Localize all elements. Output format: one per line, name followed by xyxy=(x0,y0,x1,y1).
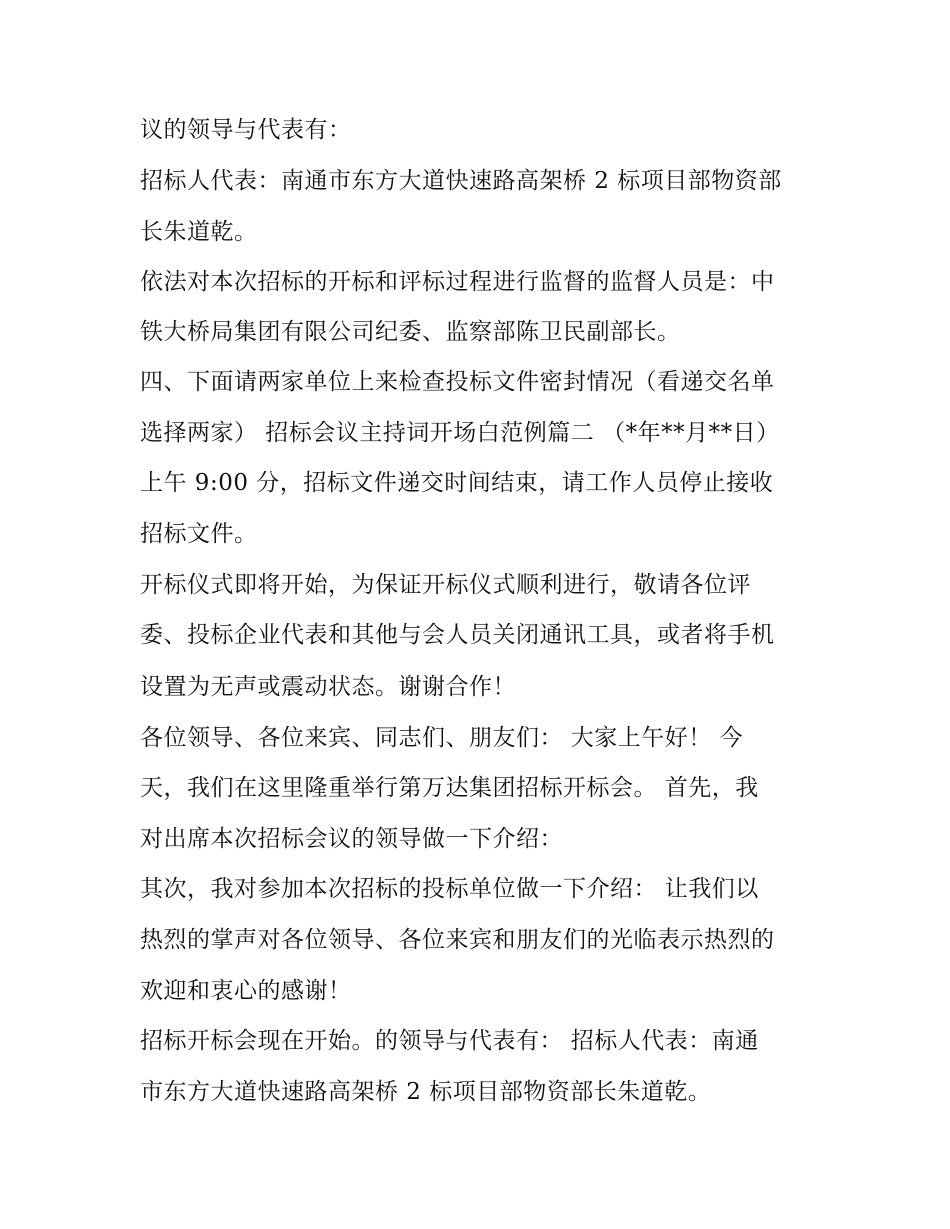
text-line: 依法对本次招标的开标和评标过程进行监督的监督人员是：中 xyxy=(140,269,775,295)
text-line: 对出席本次招标会议的领导做一下介绍： xyxy=(140,826,563,852)
text-line: 委、投标企业代表和其他与会人员关闭通讯工具，或者将手机 xyxy=(140,622,775,648)
text-line: 招标人代表：南通市东方大道快速路高架桥 2 标项目部物资部 xyxy=(140,168,782,194)
text-line: 铁大桥局集团有限公司纪委、监察部陈卫民副部长。 xyxy=(140,319,681,345)
text-line: 设置为无声或震动状态。谢谢合作！ xyxy=(140,674,516,700)
text-line: 欢迎和衷心的感谢！ xyxy=(140,978,352,1004)
text-line: 选择两家） 招标会议主持词开场白范例篇二 （*年**月**日） xyxy=(140,420,780,446)
text-line: 热烈的掌声对各位领导、各位来宾和朋友们的光临表示热烈的 xyxy=(140,927,775,953)
text-line: 市东方大道快速路高架桥 2 标项目部物资部长朱道乾。 xyxy=(140,1079,712,1105)
text-line: 各位领导、各位来宾、同志们、朋友们： 大家上午好！ 今 xyxy=(140,725,744,751)
text-line: 四、下面请两家单位上来检查投标文件密封情况（看递交名单 xyxy=(140,369,775,395)
text-line: 议的领导与代表有： xyxy=(140,117,352,143)
text-line: 招标开标会现在开始。的领导与代表有： 招标人代表：南通 xyxy=(140,1028,759,1054)
text-line: 上午 9:00 分，招标文件递交时间结束，请工作人员停止接收 xyxy=(140,470,774,496)
text-line: 天，我们在这里隆重举行第万达集团招标开标会。 首先，我 xyxy=(140,775,759,801)
text-line: 长朱道乾。 xyxy=(140,219,258,245)
text-line: 其次，我对参加本次招标的投标单位做一下介绍： 让我们以 xyxy=(140,876,759,902)
text-line: 开标仪式即将开始，为保证开标仪式顺利进行，敬请各位评 xyxy=(140,572,751,598)
text-line: 招标文件。 xyxy=(140,521,258,547)
